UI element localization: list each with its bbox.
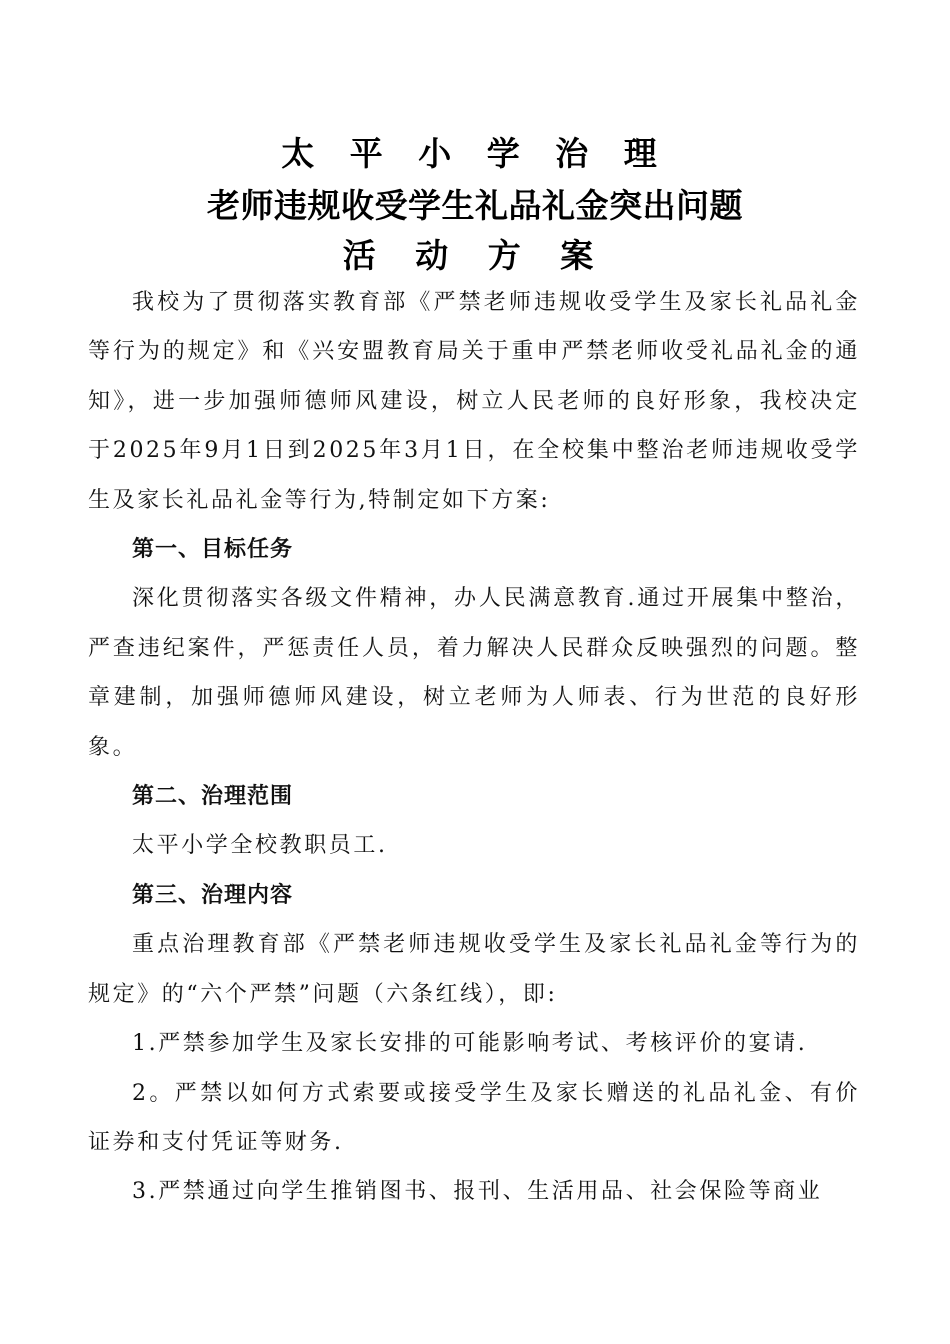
document-title-line-1: 太 平 小 学 治 理 [281,134,669,173]
section-1-heading: 第一、目标任务 [132,537,294,563]
document-title-line-3: 活 动 方 案 [342,236,608,275]
section-3-heading: 第三、治理内容 [132,882,294,908]
list-item-1: 1.严禁参加学生及家长安排的可能影响考试、考核评价的宴请. [132,1031,808,1057]
intro-paragraph: 我校为了贯彻落实教育部《严禁老师违规收受学生及家长礼品礼金等行为的规定》和《兴安盟教育局关于重申严禁老师收受礼品礼金的通知》，进一步加强师德师风建设，树立人民老师的良好形象，我校决定于2025年9月1日到2025年3月1日，在全校集中整治老师违规收受学生及家长礼品礼金等行为,特制定如下方案: [88,290,860,513]
list-item-2: 2。严禁以如何方式索要或接受学生及家长赠送的礼品礼金、有价证券和支付凭证等财务. [88,1080,860,1155]
document-title-line-2: 老师违规收受学生礼品礼金突出问题 [207,186,743,225]
section-2-paragraph: 太平小学全校教职员工. [132,833,388,859]
section-3-paragraph: 重点治理教育部《严禁老师违规收受学生及家长礼品礼金等行为的规定》的“六个严禁”问题（六条红线），即: [88,932,860,1007]
document-body [88,278,860,1217]
section-2-heading: 第二、治理范围 [132,784,294,810]
section-1-paragraph: 深化贯彻落实各级文件精神，办人民满意教育.通过开展集中整治，严查违纪案件，严惩责任人员，着力解决人民群众反映强烈的问题。整章建制，加强师德师风建设，树立老师为人师表、行为世范的良好形象。 [88,586,860,760]
list-item-3: 3.严禁通过向学生推销图书、报刊、生活用品、社会保险等商业 [132,1179,823,1205]
